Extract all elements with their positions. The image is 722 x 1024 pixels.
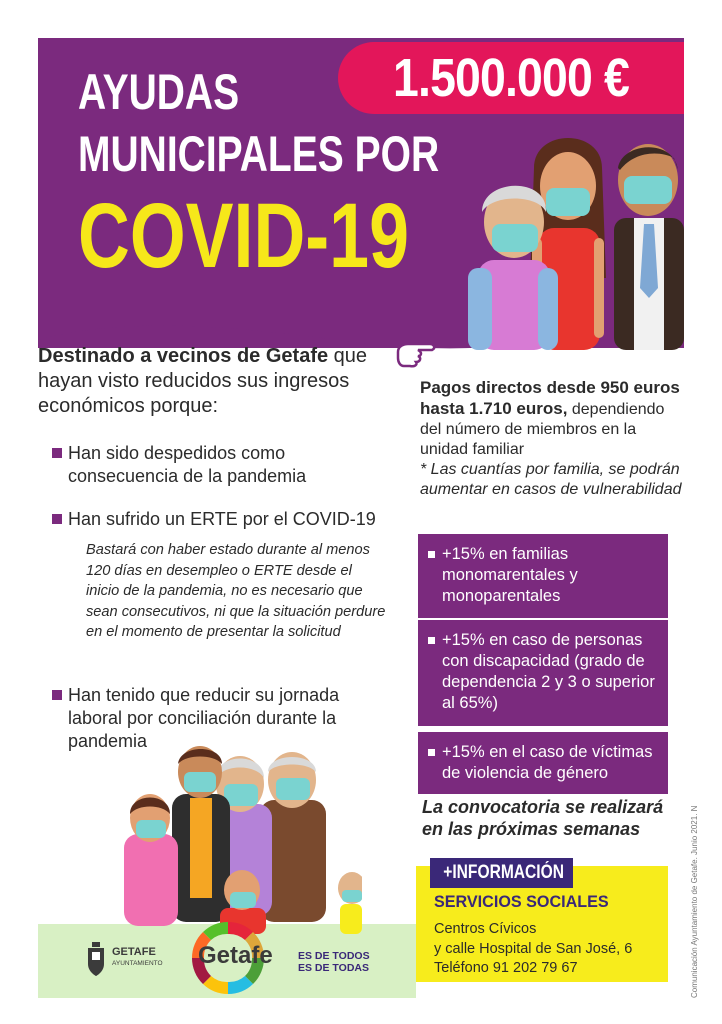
payments-block xyxy=(420,378,682,500)
payments-rest: dependiendo del número de miembros en la unidad familiar xyxy=(420,401,665,458)
erte-note: Bastará con haber estado durante al menos 120 días en desempleo o ERTE desde el inicio de la pandemia, no es necesario que sean consecutivos, ni que la situación perdure en el momento de presentar la solicitud xyxy=(86,542,386,640)
bullet-text: Han sido despedidos como consecuencia de la pandemia xyxy=(68,443,307,486)
info-details xyxy=(434,920,664,979)
bullet-square-icon xyxy=(428,637,435,644)
bullet-item xyxy=(52,442,398,488)
bullet-square-icon xyxy=(428,551,435,558)
increment-box xyxy=(418,732,668,794)
info-tag xyxy=(430,858,573,888)
service-name: SERVICIOS SOCIALES xyxy=(434,892,609,911)
slogan xyxy=(298,950,370,974)
logo-sub: AYUNTAMIENTO xyxy=(112,960,163,967)
credit-line: Comunicación Ayuntamiento de Getafe. Junio 2021. N xyxy=(690,805,699,998)
increment-text: +15% en caso de personas con discapacidad (grado de dependencia 2 y 3 o superior al 65%) xyxy=(442,631,655,712)
bullet-text: Han tenido que reducir su jornada laboral por conciliación durante la pandemia xyxy=(68,685,340,751)
title-line-3: COVID-19 xyxy=(78,185,409,287)
title-line-2: MUNICIPALES POR xyxy=(78,126,440,182)
bullet-text: Han sufrido un ERTE por el COVID-19 xyxy=(68,509,376,529)
bullet-square-icon xyxy=(52,690,62,700)
convocatoria-text: La convocatoria se realizará en las próximas semanas xyxy=(422,797,664,839)
amount-text: 1.500.000 € xyxy=(393,48,629,108)
bullet-square-icon xyxy=(428,749,435,756)
phone-line: Teléfono 91 202 79 67 xyxy=(434,960,578,976)
increment-box xyxy=(418,534,668,618)
masked-people-illustration xyxy=(438,128,684,350)
bullet-square-icon xyxy=(52,514,62,524)
payments-strong: Pagos directos desde 950 euros hasta 1.710 euros, xyxy=(420,378,680,418)
intro-rest: que hayan visto reducidos sus ingresos económicos porque: xyxy=(38,345,368,417)
intro-bold: Destinado a vecinos de Getafe xyxy=(38,345,329,367)
bullet-square-icon xyxy=(52,448,62,458)
info-line: Centros Cívicos xyxy=(434,921,537,937)
title-line-1: AYUDAS xyxy=(78,64,240,120)
pointing-hand-icon xyxy=(396,338,438,370)
slogan-line: ES DE TODAS xyxy=(298,962,369,974)
increment-box xyxy=(418,620,668,726)
poster xyxy=(38,38,684,998)
logo-name: GETAFE xyxy=(112,946,156,958)
brand-word: Getafe xyxy=(198,942,273,969)
info-line: y calle Hospital de San José, 6 xyxy=(434,940,633,957)
increment-text: +15% en familias monomarentales y monoparentales xyxy=(442,545,578,605)
increment-text: +15% en el caso de víctimas de violencia de género xyxy=(442,743,653,782)
intro-text xyxy=(38,344,388,419)
info-tag-text: +INFORMACIÓN xyxy=(443,862,564,883)
bullet-item xyxy=(52,508,398,531)
payments-note: * Las cuantías por familia, se podrán aumentar en casos de vulnerabilidad xyxy=(420,461,682,498)
masked-family-illustration xyxy=(92,738,362,934)
slogan-line: ES DE TODOS xyxy=(298,950,370,962)
